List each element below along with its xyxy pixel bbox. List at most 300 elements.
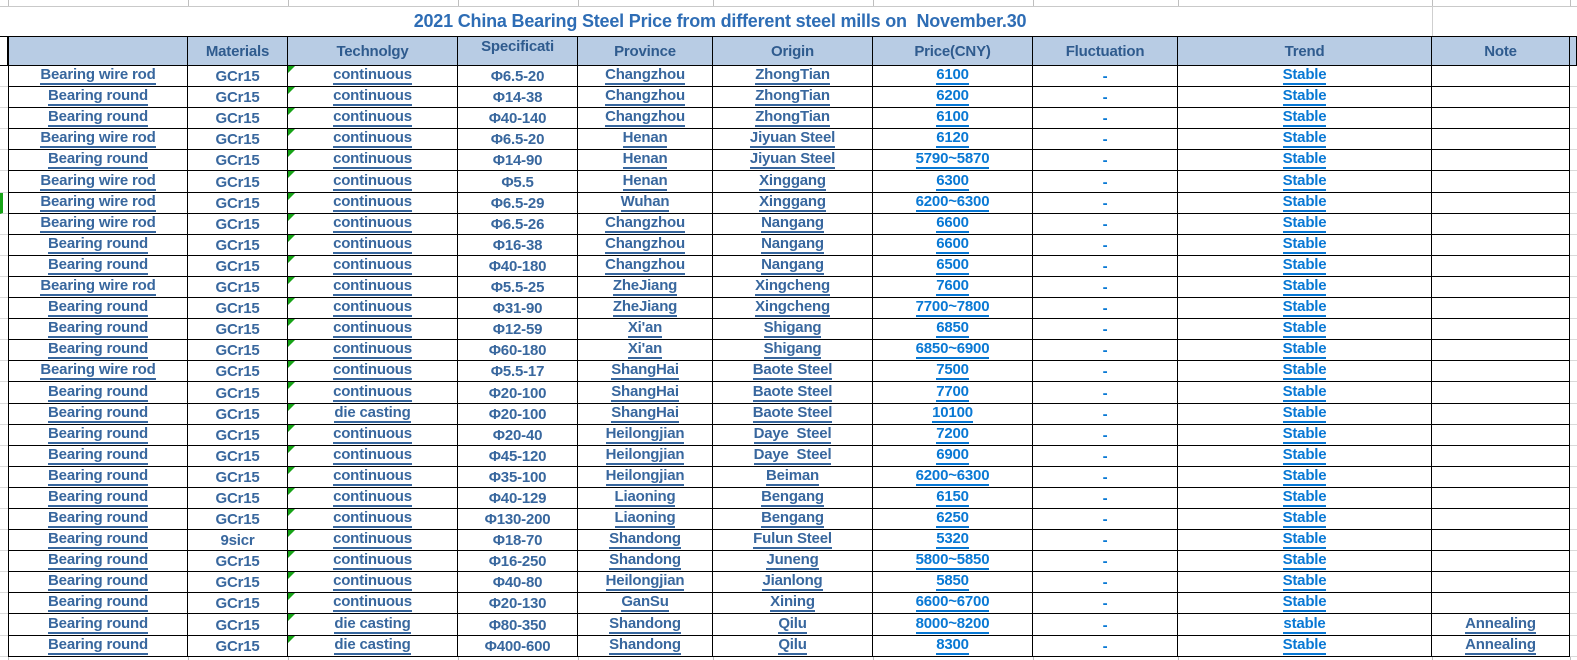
cell-origin[interactable] (713, 319, 873, 340)
cell-materials[interactable] (188, 446, 288, 467)
cell-value: Stable (1282, 551, 1327, 569)
cell-origin[interactable] (713, 66, 873, 87)
cell-province[interactable] (578, 129, 713, 150)
cell-note[interactable] (1432, 467, 1570, 488)
cell-specification[interactable] (458, 171, 578, 192)
cell-province[interactable] (578, 636, 713, 657)
cell-technology[interactable] (288, 614, 458, 635)
cell-materials[interactable] (188, 150, 288, 171)
cell-materials[interactable] (188, 572, 288, 593)
cell-origin[interactable] (713, 214, 873, 235)
cell-note[interactable] (1432, 193, 1570, 214)
cell-province[interactable] (578, 277, 713, 298)
cell-fluctuation[interactable] (1033, 467, 1178, 488)
cell-specification[interactable] (458, 150, 578, 171)
cell-materials[interactable] (188, 235, 288, 256)
cell-origin[interactable] (713, 256, 873, 277)
cell-note[interactable] (1432, 425, 1570, 446)
cell-technology[interactable] (288, 150, 458, 171)
cell-province[interactable] (578, 361, 713, 382)
cell-province[interactable] (578, 509, 713, 530)
cell-fluctuation[interactable] (1033, 446, 1178, 467)
cell-trend[interactable] (1178, 509, 1432, 530)
cell-product[interactable] (8, 150, 188, 171)
cell-fluctuation[interactable] (1033, 150, 1178, 171)
cell-origin[interactable] (713, 551, 873, 572)
cell-price[interactable] (873, 256, 1033, 277)
cell-price[interactable] (873, 530, 1033, 551)
cell-trend[interactable] (1178, 235, 1432, 256)
cell-province[interactable] (578, 319, 713, 340)
cell-specification[interactable] (458, 467, 578, 488)
cell-specification[interactable] (458, 66, 578, 87)
cell-value: Φ5.5 (501, 173, 534, 191)
cell-materials[interactable] (188, 361, 288, 382)
cell-product[interactable] (8, 446, 188, 467)
cell-note[interactable] (1432, 593, 1570, 614)
cell-trend[interactable] (1178, 593, 1432, 614)
cell-specification[interactable] (458, 193, 578, 214)
cell-technology[interactable] (288, 425, 458, 446)
cell-fluctuation[interactable] (1033, 614, 1178, 635)
column-header-product[interactable] (8, 36, 188, 66)
cell-product[interactable] (8, 425, 188, 446)
cell-technology[interactable] (288, 171, 458, 192)
cell-specification[interactable] (458, 425, 578, 446)
cell-fluctuation[interactable] (1033, 319, 1178, 340)
cell-note[interactable] (1432, 488, 1570, 509)
cell-product[interactable] (8, 382, 188, 403)
cell-product[interactable] (8, 277, 188, 298)
cell-product[interactable] (8, 129, 188, 150)
cell-note[interactable] (1432, 171, 1570, 192)
cell-specification[interactable] (458, 446, 578, 467)
cell-specification[interactable] (458, 108, 578, 129)
cell-trend[interactable] (1178, 551, 1432, 572)
cell-origin[interactable] (713, 129, 873, 150)
cell-product[interactable] (8, 108, 188, 129)
cell-trend[interactable] (1178, 382, 1432, 403)
cell-province[interactable] (578, 530, 713, 551)
cell-note[interactable] (1432, 108, 1570, 129)
cell-specification[interactable] (458, 277, 578, 298)
cell-province[interactable] (578, 382, 713, 403)
cell-trend[interactable] (1178, 361, 1432, 382)
cell-trend[interactable] (1178, 530, 1432, 551)
cell-origin[interactable] (713, 150, 873, 171)
cell-price[interactable] (873, 108, 1033, 129)
cell-price[interactable] (873, 66, 1033, 87)
cell-fluctuation[interactable] (1033, 404, 1178, 425)
cell-province[interactable] (578, 298, 713, 319)
cell-fluctuation[interactable] (1033, 361, 1178, 382)
cell-note[interactable] (1432, 340, 1570, 361)
cell-technology[interactable] (288, 382, 458, 403)
cell-fluctuation[interactable] (1033, 129, 1178, 150)
cell-specification[interactable] (458, 404, 578, 425)
cell-province[interactable] (578, 66, 713, 87)
cell-product[interactable] (8, 509, 188, 530)
cell-technology[interactable] (288, 530, 458, 551)
cell-price[interactable] (873, 636, 1033, 657)
cell-trend[interactable] (1178, 404, 1432, 425)
cell-technology[interactable] (288, 108, 458, 129)
column-header-trend[interactable] (1178, 36, 1432, 66)
cell-technology[interactable] (288, 319, 458, 340)
cell-materials[interactable] (188, 530, 288, 551)
cell-trend[interactable] (1178, 319, 1432, 340)
cell-specification[interactable] (458, 340, 578, 361)
cell-price[interactable] (873, 277, 1033, 298)
cell-technology[interactable] (288, 636, 458, 657)
cell-trend[interactable] (1178, 614, 1432, 635)
cell-origin[interactable] (713, 636, 873, 657)
cell-product[interactable] (8, 87, 188, 108)
cell-fluctuation[interactable] (1033, 235, 1178, 256)
cell-materials[interactable] (188, 66, 288, 87)
cell-note[interactable] (1432, 235, 1570, 256)
cell-note[interactable] (1432, 129, 1570, 150)
cell-trend[interactable] (1178, 256, 1432, 277)
column-header-technology[interactable] (288, 36, 458, 66)
cell-price[interactable] (873, 235, 1033, 256)
cell-specification[interactable] (458, 488, 578, 509)
cell-trend[interactable] (1178, 446, 1432, 467)
cell-value: Shandong (609, 551, 681, 569)
cell-origin[interactable] (713, 446, 873, 467)
cell-technology[interactable] (288, 277, 458, 298)
cell-price[interactable] (873, 593, 1033, 614)
cell-materials[interactable] (188, 425, 288, 446)
cell-trend[interactable] (1178, 87, 1432, 108)
cell-specification[interactable] (458, 636, 578, 657)
cell-origin[interactable] (713, 425, 873, 446)
cell-technology[interactable] (288, 593, 458, 614)
cell-technology[interactable] (288, 404, 458, 425)
cell-product[interactable] (8, 171, 188, 192)
cell-product[interactable] (8, 467, 188, 488)
cell-technology[interactable] (288, 488, 458, 509)
cell-province[interactable] (578, 614, 713, 635)
cell-materials[interactable] (188, 214, 288, 235)
cell-note[interactable] (1432, 319, 1570, 340)
left-column-sliver (0, 256, 8, 277)
cell-province[interactable] (578, 193, 713, 214)
cell-technology[interactable] (288, 340, 458, 361)
cell-note[interactable] (1432, 636, 1570, 657)
cell-price[interactable] (873, 404, 1033, 425)
cell-specification[interactable] (458, 361, 578, 382)
cell-product[interactable] (8, 340, 188, 361)
cell-origin[interactable] (713, 193, 873, 214)
cell-origin[interactable] (713, 235, 873, 256)
cell-specification[interactable] (458, 551, 578, 572)
cell-province[interactable] (578, 551, 713, 572)
cell-province[interactable] (578, 425, 713, 446)
cell-price[interactable] (873, 488, 1033, 509)
cell-technology[interactable] (288, 193, 458, 214)
cell-trend[interactable] (1178, 129, 1432, 150)
cell-trend[interactable] (1178, 214, 1432, 235)
cell-origin[interactable] (713, 361, 873, 382)
cell-product[interactable] (8, 404, 188, 425)
cell-note[interactable] (1432, 298, 1570, 319)
column-header-note[interactable] (1432, 36, 1570, 66)
cell-materials[interactable] (188, 593, 288, 614)
cell-origin[interactable] (713, 340, 873, 361)
cell-trend[interactable] (1178, 171, 1432, 192)
cell-price[interactable] (873, 509, 1033, 530)
cell-technology[interactable] (288, 129, 458, 150)
cell-product[interactable] (8, 593, 188, 614)
cell-specification[interactable] (458, 509, 578, 530)
cell-specification[interactable] (458, 214, 578, 235)
cell-materials[interactable] (188, 467, 288, 488)
cell-materials[interactable] (188, 108, 288, 129)
cell-specification[interactable] (458, 572, 578, 593)
cell-product[interactable] (8, 488, 188, 509)
cell-trend[interactable] (1178, 636, 1432, 657)
cell-specification[interactable] (458, 256, 578, 277)
title-row-note-cell[interactable] (1432, 6, 1570, 36)
cell-product[interactable] (8, 66, 188, 87)
cell-price[interactable] (873, 572, 1033, 593)
cell-technology[interactable] (288, 551, 458, 572)
cell-note[interactable] (1432, 256, 1570, 277)
cell-materials[interactable] (188, 614, 288, 635)
cell-price[interactable] (873, 446, 1033, 467)
cell-technology[interactable] (288, 361, 458, 382)
cell-origin[interactable] (713, 382, 873, 403)
column-header-price[interactable] (873, 36, 1033, 66)
cell-trend[interactable] (1178, 488, 1432, 509)
cell-materials[interactable] (188, 488, 288, 509)
cell-note[interactable] (1432, 614, 1570, 635)
cell-materials[interactable] (188, 636, 288, 657)
cell-trend[interactable] (1178, 150, 1432, 171)
cell-materials[interactable] (188, 509, 288, 530)
cell-product[interactable] (8, 319, 188, 340)
cell-materials[interactable] (188, 298, 288, 319)
cell-note[interactable] (1432, 404, 1570, 425)
cell-specification[interactable] (458, 87, 578, 108)
cell-note[interactable] (1432, 87, 1570, 108)
cell-province[interactable] (578, 150, 713, 171)
cell-materials[interactable] (188, 277, 288, 298)
cell-value: 5790~5870 (915, 150, 990, 168)
cell-trend[interactable] (1178, 108, 1432, 129)
cell-materials[interactable] (188, 319, 288, 340)
cell-specification[interactable] (458, 298, 578, 319)
column-header-specification[interactable] (458, 36, 578, 66)
cell-note[interactable] (1432, 382, 1570, 403)
cell-product[interactable] (8, 361, 188, 382)
cell-technology[interactable] (288, 509, 458, 530)
cell-province[interactable] (578, 404, 713, 425)
cell-product[interactable] (8, 298, 188, 319)
cell-product[interactable] (8, 256, 188, 277)
cell-price[interactable] (873, 129, 1033, 150)
cell-province[interactable] (578, 235, 713, 256)
cell-materials[interactable] (188, 404, 288, 425)
column-header-province[interactable] (578, 36, 713, 66)
cell-origin[interactable] (713, 277, 873, 298)
cell-price[interactable] (873, 87, 1033, 108)
cell-materials[interactable] (188, 256, 288, 277)
cell-fluctuation[interactable] (1033, 298, 1178, 319)
cell-note[interactable] (1432, 277, 1570, 298)
cell-origin[interactable] (713, 404, 873, 425)
cell-fluctuation[interactable] (1033, 593, 1178, 614)
cell-fluctuation[interactable] (1033, 382, 1178, 403)
cell-province[interactable] (578, 488, 713, 509)
cell-fluctuation[interactable] (1033, 488, 1178, 509)
cell-province[interactable] (578, 256, 713, 277)
cell-province[interactable] (578, 340, 713, 361)
cell-province[interactable] (578, 171, 713, 192)
cell-technology[interactable] (288, 572, 458, 593)
cell-province[interactable] (578, 108, 713, 129)
cell-fluctuation[interactable] (1033, 530, 1178, 551)
cell-note[interactable] (1432, 530, 1570, 551)
cell-fluctuation[interactable] (1033, 425, 1178, 446)
cell-fluctuation[interactable] (1033, 256, 1178, 277)
cell-specification[interactable] (458, 593, 578, 614)
cell-product[interactable] (8, 551, 188, 572)
cell-price[interactable] (873, 467, 1033, 488)
column-header-materials[interactable] (188, 36, 288, 66)
cell-technology[interactable] (288, 87, 458, 108)
cell-product[interactable] (8, 193, 188, 214)
cell-specification[interactable] (458, 530, 578, 551)
cell-materials[interactable] (188, 129, 288, 150)
sheet-title-cell[interactable] (8, 6, 1432, 36)
cell-fluctuation[interactable] (1033, 551, 1178, 572)
cell-price[interactable] (873, 214, 1033, 235)
cell-fluctuation[interactable] (1033, 193, 1178, 214)
cell-province[interactable] (578, 214, 713, 235)
cell-origin[interactable] (713, 171, 873, 192)
cell-note[interactable] (1432, 509, 1570, 530)
cell-price[interactable] (873, 319, 1033, 340)
cell-product[interactable] (8, 614, 188, 635)
cell-province[interactable] (578, 572, 713, 593)
cell-note[interactable] (1432, 361, 1570, 382)
cell-specification[interactable] (458, 235, 578, 256)
cell-price[interactable] (873, 193, 1033, 214)
cell-product[interactable] (8, 636, 188, 657)
cell-specification[interactable] (458, 382, 578, 403)
cell-trend[interactable] (1178, 467, 1432, 488)
cell-fluctuation[interactable] (1033, 87, 1178, 108)
cell-materials[interactable] (188, 382, 288, 403)
cell-value: Stable (1282, 509, 1327, 527)
cell-trend[interactable] (1178, 193, 1432, 214)
column-header-origin[interactable] (713, 36, 873, 66)
cell-note[interactable] (1432, 150, 1570, 171)
cell-note[interactable] (1432, 214, 1570, 235)
cell-fluctuation[interactable] (1033, 277, 1178, 298)
cell-note[interactable] (1432, 66, 1570, 87)
cell-fluctuation[interactable] (1033, 340, 1178, 361)
cell-province[interactable] (578, 446, 713, 467)
cell-origin[interactable] (713, 593, 873, 614)
cell-fluctuation[interactable] (1033, 636, 1178, 657)
cell-origin[interactable] (713, 614, 873, 635)
cell-specification[interactable] (458, 614, 578, 635)
cell-province[interactable] (578, 87, 713, 108)
cell-technology[interactable] (288, 298, 458, 319)
cell-province[interactable] (578, 467, 713, 488)
cell-note[interactable] (1432, 446, 1570, 467)
cell-price[interactable] (873, 298, 1033, 319)
cell-trend[interactable] (1178, 340, 1432, 361)
cell-specification[interactable] (458, 319, 578, 340)
cell-materials[interactable] (188, 340, 288, 361)
cell-materials[interactable] (188, 171, 288, 192)
cell-trend[interactable] (1178, 298, 1432, 319)
cell-trend[interactable] (1178, 572, 1432, 593)
cell-price[interactable] (873, 551, 1033, 572)
cell-price[interactable] (873, 340, 1033, 361)
cell-trend[interactable] (1178, 277, 1432, 298)
cell-value: Bearing wire rod (40, 277, 156, 295)
cell-technology[interactable] (288, 467, 458, 488)
cell-trend[interactable] (1178, 425, 1432, 446)
cell-origin[interactable] (713, 530, 873, 551)
cell-fluctuation[interactable] (1033, 509, 1178, 530)
cell-specification[interactable] (458, 129, 578, 150)
cell-materials[interactable] (188, 551, 288, 572)
cell-technology[interactable] (288, 446, 458, 467)
cell-product[interactable] (8, 235, 188, 256)
cell-origin[interactable] (713, 509, 873, 530)
cell-price[interactable] (873, 171, 1033, 192)
cell-origin[interactable] (713, 572, 873, 593)
cell-technology[interactable] (288, 235, 458, 256)
cell-origin[interactable] (713, 467, 873, 488)
cell-price[interactable] (873, 361, 1033, 382)
cell-fluctuation[interactable] (1033, 572, 1178, 593)
cell-fluctuation[interactable] (1033, 171, 1178, 192)
cell-materials[interactable] (188, 87, 288, 108)
cell-origin[interactable] (713, 298, 873, 319)
cell-note[interactable] (1432, 572, 1570, 593)
cell-fluctuation[interactable] (1033, 66, 1178, 87)
cell-technology[interactable] (288, 66, 458, 87)
cell-note[interactable] (1432, 551, 1570, 572)
cell-technology[interactable] (288, 256, 458, 277)
cell-origin[interactable] (713, 87, 873, 108)
cell-trend[interactable] (1178, 66, 1432, 87)
cell-materials[interactable] (188, 193, 288, 214)
cell-origin[interactable] (713, 488, 873, 509)
cell-product[interactable] (8, 530, 188, 551)
cell-price[interactable] (873, 614, 1033, 635)
column-header-fluctuation[interactable] (1033, 36, 1178, 66)
cell-price[interactable] (873, 425, 1033, 446)
cell-province[interactable] (578, 593, 713, 614)
cell-fluctuation[interactable] (1033, 214, 1178, 235)
cell-price[interactable] (873, 150, 1033, 171)
cell-product[interactable] (8, 214, 188, 235)
table-row (0, 235, 1577, 256)
cell-technology[interactable] (288, 214, 458, 235)
cell-origin[interactable] (713, 108, 873, 129)
cell-product[interactable] (8, 572, 188, 593)
cell-price[interactable] (873, 382, 1033, 403)
cell-fluctuation[interactable] (1033, 108, 1178, 129)
